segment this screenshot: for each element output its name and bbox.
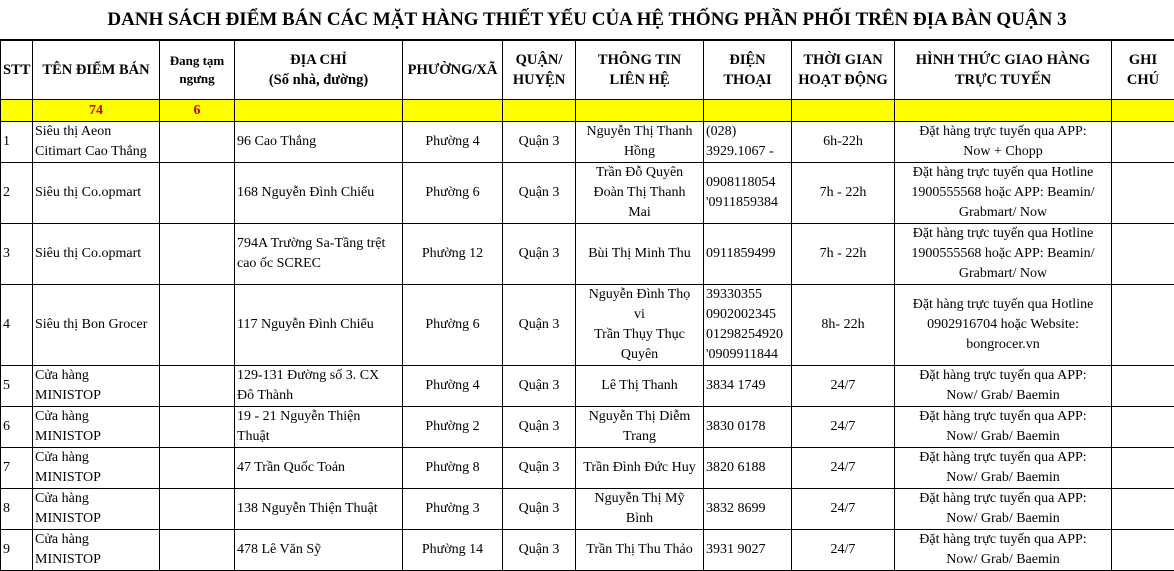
cell-name: Siêu thị Aeon Citimart Cao Thắng (33, 122, 160, 163)
cell-ward: Phường 6 (403, 285, 503, 366)
cell-ward: Phường 3 (403, 489, 503, 530)
header-delivery: HÌNH THỨC GIAO HÀNG TRỰC TUYẾN (895, 41, 1112, 100)
summary-paused: 6 (160, 100, 235, 122)
cell-delivery: Đặt hàng trực tuyến qua APP: Now/ Grab/ Baemin (895, 530, 1112, 571)
cell-phone: 3830 0178 (704, 407, 792, 448)
cell-paused (160, 448, 235, 489)
cell-district: Quận 3 (503, 163, 576, 224)
cell-name: Cửa hàng MINISTOP (33, 448, 160, 489)
cell-paused (160, 407, 235, 448)
cell-paused (160, 530, 235, 571)
cell-hours: 24/7 (792, 489, 895, 530)
cell-phone: 3820 6188 (704, 448, 792, 489)
cell-paused (160, 489, 235, 530)
cell-district: Quận 3 (503, 489, 576, 530)
summary-total: 74 (33, 100, 160, 122)
cell-hours: 7h - 22h (792, 163, 895, 224)
cell-name: Siêu thị Bon Grocer (33, 285, 160, 366)
cell-district: Quận 3 (503, 285, 576, 366)
cell-contact: Bùi Thị Minh Thu (576, 224, 704, 285)
cell-stt: 7 (1, 448, 33, 489)
cell-contact: Nguyễn Thị Thanh Hồng (576, 122, 704, 163)
cell-paused (160, 366, 235, 407)
table-row (1, 224, 1174, 285)
header-ward: PHƯỜNG/XÃ (403, 41, 503, 100)
header-stt: STT (1, 41, 33, 100)
cell-hours: 24/7 (792, 366, 895, 407)
table-row (1, 489, 1174, 530)
header-hours: THỜI GIAN HOẠT ĐỘNG (792, 41, 895, 100)
table-row (1, 530, 1174, 571)
cell-ward: Phường 12 (403, 224, 503, 285)
cell-phone: 3832 8699 (704, 489, 792, 530)
table-row (1, 163, 1174, 224)
cell-address: 96 Cao Thắng (235, 122, 403, 163)
cell-hours: 8h- 22h (792, 285, 895, 366)
header-paused: Đang tạm ngưng (160, 41, 235, 100)
cell-contact: Nguyễn Đình Thọ vi Trần Thụy Thục Quyên (576, 285, 704, 366)
header-district: QUẬN/ HUYỆN (503, 41, 576, 100)
cell-name: Cửa hàng MINISTOP (33, 530, 160, 571)
cell-stt: 2 (1, 163, 33, 224)
cell-note (1112, 407, 1174, 448)
cell-name: Cửa hàng MINISTOP (33, 489, 160, 530)
cell-stt: 9 (1, 530, 33, 571)
header-row (1, 41, 1174, 100)
cell-contact: Trần Đỗ Quyên Đoàn Thị Thanh Mai (576, 163, 704, 224)
cell-note (1112, 530, 1174, 571)
cell-paused (160, 285, 235, 366)
cell-hours: 24/7 (792, 407, 895, 448)
cell-district: Quận 3 (503, 448, 576, 489)
cell-contact: Nguyễn Thị Mỹ Bình (576, 489, 704, 530)
cell-delivery: Đặt hàng trực tuyến qua Hotline 0902916704 hoặc Website: bongrocer.vn (895, 285, 1112, 366)
cell-address: 19 - 21 Nguyễn Thiện Thuật (235, 407, 403, 448)
cell-paused (160, 122, 235, 163)
header-name: TÊN ĐIỂM BÁN (33, 41, 160, 100)
cell-phone: 39330355 0902002345 01298254920 '0909911844 (704, 285, 792, 366)
store-table (0, 40, 1174, 571)
cell-ward: Phường 8 (403, 448, 503, 489)
cell-note (1112, 163, 1174, 224)
cell-district: Quận 3 (503, 530, 576, 571)
cell-note (1112, 448, 1174, 489)
cell-delivery: Đặt hàng trực tuyến qua APP: Now + Chopp (895, 122, 1112, 163)
table-row (1, 407, 1174, 448)
cell-ward: Phường 14 (403, 530, 503, 571)
cell-delivery: Đặt hàng trực tuyến qua APP: Now/ Grab/ Baemin (895, 448, 1112, 489)
summary-row (1, 100, 1174, 122)
cell-hours: 24/7 (792, 448, 895, 489)
cell-stt: 8 (1, 489, 33, 530)
cell-note (1112, 285, 1174, 366)
cell-hours: 7h - 22h (792, 224, 895, 285)
cell-district: Quận 3 (503, 224, 576, 285)
cell-note (1112, 224, 1174, 285)
cell-address: 168 Nguyễn Đình Chiểu (235, 163, 403, 224)
cell-address: 129-131 Đường số 3. CX Đô Thành (235, 366, 403, 407)
cell-district: Quận 3 (503, 366, 576, 407)
cell-contact: Trần Thị Thu Thảo (576, 530, 704, 571)
cell-name: Siêu thị Co.opmart (33, 224, 160, 285)
cell-ward: Phường 6 (403, 163, 503, 224)
cell-contact: Lê Thị Thanh (576, 366, 704, 407)
cell-phone: 0908118054 '0911859384 (704, 163, 792, 224)
cell-hours: 24/7 (792, 530, 895, 571)
page-title: DANH SÁCH ĐIỂM BÁN CÁC MẶT HÀNG THIẾT YẾU CỦA HỆ THỐNG PHẦN PHỐI TRÊN ĐỊA BÀN QUẬN 3 (0, 0, 1174, 40)
table-row (1, 122, 1174, 163)
cell-contact: Nguyễn Thị Diễm Trang (576, 407, 704, 448)
cell-delivery: Đặt hàng trực tuyến qua Hotline 1900555568 hoặc APP: Beamin/ Grabmart/ Now (895, 163, 1112, 224)
cell-note (1112, 366, 1174, 407)
cell-phone: (028) 3929.1067 - (704, 122, 792, 163)
cell-delivery: Đặt hàng trực tuyến qua APP: Now/ Grab/ Baemin (895, 489, 1112, 530)
cell-stt: 1 (1, 122, 33, 163)
cell-delivery: Đặt hàng trực tuyến qua APP: Now/ Grab/ Baemin (895, 366, 1112, 407)
cell-ward: Phường 4 (403, 122, 503, 163)
cell-phone: 0911859499 (704, 224, 792, 285)
cell-phone: 3931 9027 (704, 530, 792, 571)
table-row (1, 366, 1174, 407)
cell-hours: 6h-22h (792, 122, 895, 163)
header-address: ĐỊA CHỈ (Số nhà, đường) (235, 41, 403, 100)
cell-district: Quận 3 (503, 407, 576, 448)
header-contact: THÔNG TIN LIÊN HỆ (576, 41, 704, 100)
cell-name: Siêu thị Co.opmart (33, 163, 160, 224)
cell-ward: Phường 4 (403, 366, 503, 407)
cell-paused (160, 224, 235, 285)
cell-ward: Phường 2 (403, 407, 503, 448)
header-note: GHI CHÚ (1112, 41, 1174, 100)
table-row (1, 448, 1174, 489)
cell-delivery: Đặt hàng trực tuyến qua Hotline 1900555568 hoặc APP: Beamin/ Grabmart/ Now (895, 224, 1112, 285)
cell-address: 138 Nguyễn Thiện Thuật (235, 489, 403, 530)
table-row (1, 285, 1174, 366)
cell-address: 47 Trần Quốc Toản (235, 448, 403, 489)
cell-address: 794A Trường Sa-Tầng trệt cao ốc SCREC (235, 224, 403, 285)
cell-name: Cửa hàng MINISTOP (33, 366, 160, 407)
cell-stt: 3 (1, 224, 33, 285)
cell-stt: 4 (1, 285, 33, 366)
header-phone: ĐIỆN THOẠI (704, 41, 792, 100)
cell-delivery: Đặt hàng trực tuyến qua APP: Now/ Grab/ Baemin (895, 407, 1112, 448)
cell-paused (160, 163, 235, 224)
cell-contact: Trần Đình Đức Huy (576, 448, 704, 489)
cell-name: Cửa hàng MINISTOP (33, 407, 160, 448)
cell-note (1112, 122, 1174, 163)
cell-stt: 6 (1, 407, 33, 448)
cell-district: Quận 3 (503, 122, 576, 163)
cell-address: 478 Lê Văn Sỹ (235, 530, 403, 571)
cell-stt: 5 (1, 366, 33, 407)
cell-address: 117 Nguyễn Đình Chiểu (235, 285, 403, 366)
cell-phone: 3834 1749 (704, 366, 792, 407)
cell-note (1112, 489, 1174, 530)
